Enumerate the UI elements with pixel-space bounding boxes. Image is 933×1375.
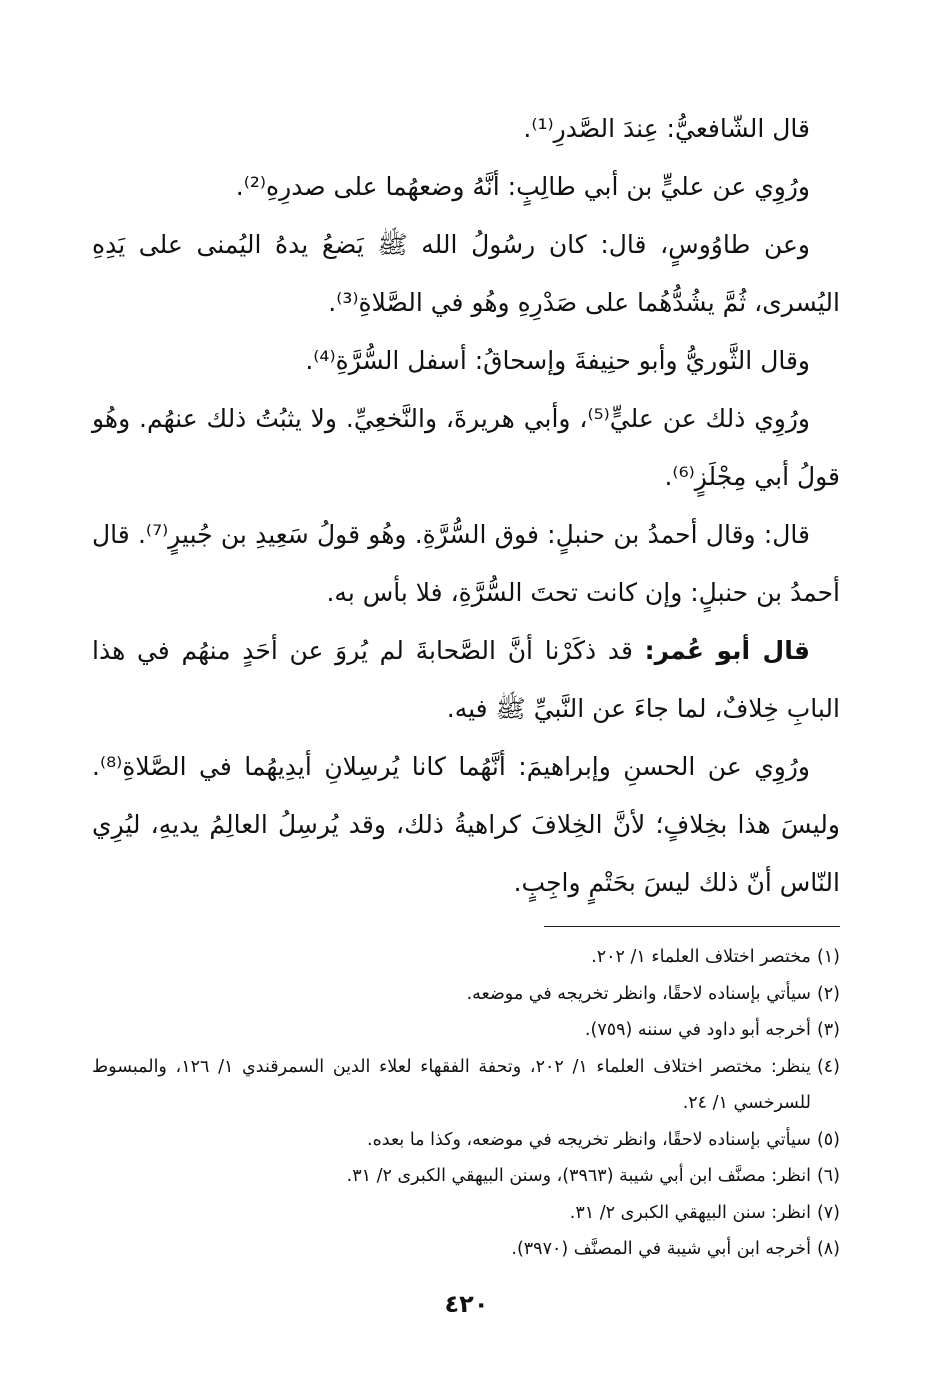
footnote-number: (١) <box>816 947 840 967</box>
footnotes-list <box>92 939 840 1268</box>
paragraph-7 <box>92 622 840 738</box>
footnote-number: (٤) <box>816 1056 840 1077</box>
footnote-text: انظر: سنن البيهقي الكبرى ٢/ ٣١. <box>569 1202 811 1223</box>
footnote-text: سيأتي بإسناده لاحقًا، وانظر تخريجه في موضعه. <box>466 983 811 1004</box>
paragraph-4-text: وقال الثَّوريُّ وأبو حنِيفةَ وإسحاقُ: أسفل السُّرَّةِ⁽⁴⁾. <box>305 346 810 375</box>
footnote-7 <box>92 1195 840 1232</box>
footnote-number: (٢) <box>816 983 840 1004</box>
footnote-separator <box>544 926 840 927</box>
paragraph-2-text: ورُوِي عن عليٍّ بن أبي طالِبٍ: أنَّهُ وضعهُما على صدرِهِ⁽²⁾. <box>235 172 810 201</box>
footnote-3 <box>92 1012 840 1049</box>
paragraph-2 <box>92 158 840 216</box>
footnote-2 <box>92 976 840 1013</box>
paragraph-1 <box>92 100 840 158</box>
paragraph-3-text: وعن طاوُوسٍ، قال: كان رسُولُ الله ﷺ يَضعُ يدهُ اليُمنى على يَدِهِ اليُسرى، ثُمَّ يشُدُّهُما على صَدْرِهِ وهُو في الصَّلاةِ⁽³⁾. <box>92 230 840 317</box>
paragraph-8 <box>92 738 840 912</box>
paragraph-3 <box>92 216 840 332</box>
footnote-4 <box>92 1049 840 1122</box>
footnote-number: (٥) <box>816 1129 840 1150</box>
paragraph-4 <box>92 332 840 390</box>
footnote-text: انظر: مصنَّف ابن أبي شيبة (٣٩٦٣)، وسنن البيهقي الكبرى ٢/ ٣١. <box>346 1166 811 1186</box>
page-content <box>92 100 840 1340</box>
footnote-text: مختصر اختلاف العلماء ١/ ٢٠٢. <box>591 947 811 967</box>
footnote-number: (٣) <box>816 1020 840 1040</box>
main-text <box>92 100 840 912</box>
paragraph-7-text: قد ذكَرْنا أنَّ الصَّحابةَ لم يُروَ عن أحَدٍ منهُم في هذا البابِ خِلافٌ، لما جاءَ عن النَّبيِّ ﷺ فيه. <box>92 636 840 723</box>
footnote-number: (٦) <box>816 1166 840 1186</box>
paragraph-8-text: ورُوِي عن الحسنِ وإبراهيمَ: أنَّهُما كانا يُرسِلانِ أيدِيهُما في الصَّلاةِ⁽⁸⁾. وليسَ هذا بخِلافٍ؛ لأنَّ الخِلافَ كراهيةُ ذلك، وقد يُرسِلُ العالِمُ يديهِ، ليُرِي النّاس أنّ ذلك ليسَ بحَتْمٍ واجِبٍ. <box>92 752 840 897</box>
footnote-text: ينظر: مختصر اختلاف العلماء ١/ ٢٠٢، وتحفة الفقهاء لعلاء الدين السمرقندي ١/ ١٢٦، والمبسوط للسرخسي ١/ ٢٤. <box>92 1056 811 1113</box>
footnote-6 <box>92 1158 840 1195</box>
paragraph-1-text: قال الشّافعيُّ: عِندَ الصَّدرِ⁽¹⁾. <box>523 114 810 143</box>
paragraph-5 <box>92 390 840 506</box>
paragraph-7-lead: قال أبو عُمر: <box>644 636 811 665</box>
page-number: ٤٢٠ <box>444 1290 489 1318</box>
footnote-5 <box>92 1122 840 1159</box>
footnote-text: أخرجه ابن أبي شيبة في المصنَّف (٣٩٧٠). <box>511 1239 811 1259</box>
footnote-number: (٨) <box>816 1239 840 1259</box>
footnote-number: (٧) <box>816 1202 840 1223</box>
paragraph-5-text: ورُوِي ذلك عن عليٍّ⁽⁵⁾، وأبي هريرةَ، والنَّخعِيِّ. ولا يثبُتُ ذلك عنهُم. وهُو قولُ أبي مِجْلَزٍ⁽⁶⁾. <box>92 404 840 491</box>
footnote-text: سيأتي بإسناده لاحقًا، وانظر تخريجه في موضعه، وكذا ما بعده. <box>367 1129 811 1150</box>
paragraph-6-text: قال: وقال أحمدُ بن حنبلٍ: فوق السُّرَّةِ. وهُو قولُ سَعِيدِ بن جُبيرٍ⁽⁷⁾. قال أحمدُ بن حنبلٍ: وإن كانت تحتَ السُّرَّةِ، فلا بأس به. <box>92 520 840 607</box>
footnote-1 <box>92 939 840 976</box>
footnote-8 <box>92 1231 840 1268</box>
paragraph-6 <box>92 506 840 622</box>
footnote-text: أخرجه أبو داود في سننه (٧٥٩). <box>584 1020 811 1040</box>
